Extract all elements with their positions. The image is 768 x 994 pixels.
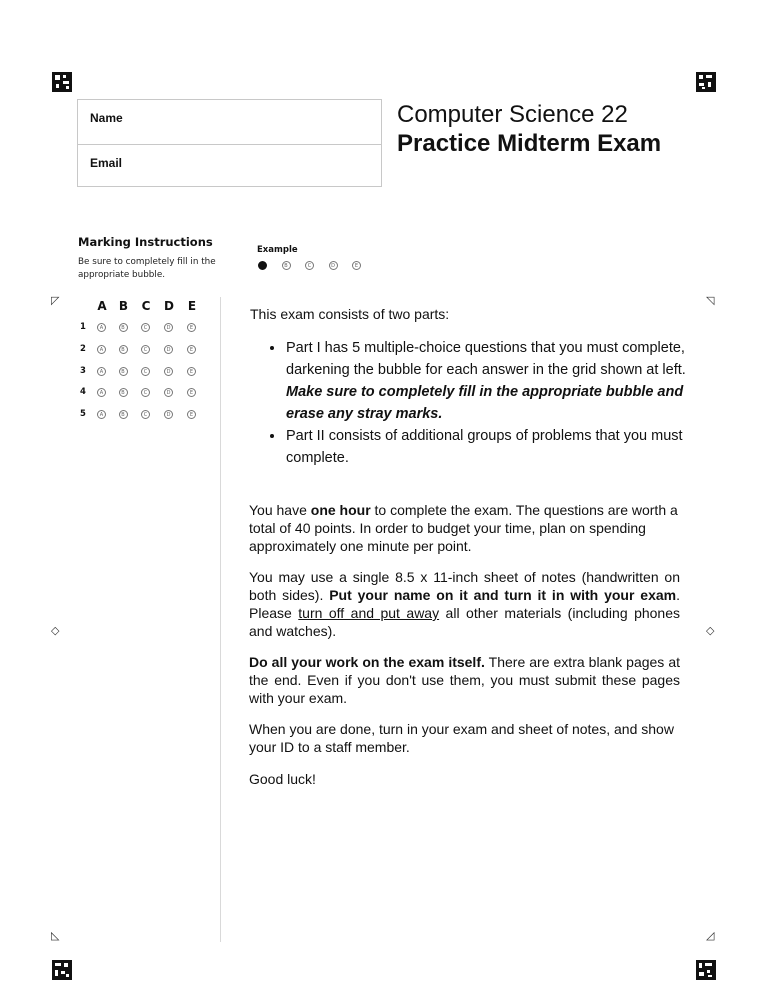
grid-column-header: D: [164, 299, 174, 313]
email-field[interactable]: [78, 144, 381, 188]
part2-text: Part II consists of additional groups of problems that you must complete.: [286, 428, 683, 466]
name-label: Name: [90, 111, 123, 125]
grid-row-number: 5: [80, 409, 86, 420]
registration-mark-top-left: ◸: [51, 295, 60, 307]
list-item: [285, 337, 705, 425]
answer-bubble[interactable]: E: [187, 345, 196, 354]
registration-mark-bottom-right: ◿: [706, 930, 715, 942]
notes-post: all other materials (including phones and watches).: [249, 605, 680, 639]
registration-mark-mid-left: ◇: [51, 625, 60, 637]
answer-bubble[interactable]: A: [97, 388, 106, 397]
answer-bubble[interactable]: D: [164, 410, 173, 419]
answer-bubble[interactable]: A: [97, 367, 106, 376]
grid-column-header: B: [118, 299, 129, 313]
parts-list: [250, 337, 705, 469]
answer-bubble[interactable]: C: [141, 345, 150, 354]
answer-bubble[interactable]: C: [141, 388, 150, 397]
work-bold: Do all your work on the exam itself.: [249, 654, 485, 670]
answer-bubble[interactable]: B: [119, 345, 128, 354]
notes-pre: You may use a single 8.5 x 11-inch sheet of notes (handwritten on both sides).: [249, 569, 680, 603]
answer-bubble[interactable]: D: [164, 367, 173, 376]
answer-bubble[interactable]: A: [97, 410, 106, 419]
student-info-box: [77, 99, 382, 187]
marking-instructions-heading: Marking Instructions: [78, 235, 213, 249]
work-paragraph: [249, 653, 680, 707]
work-post: There are extra blank pages at the end. Even if you don't use them, you must submit these pages with your exam.: [249, 654, 680, 706]
answer-bubble[interactable]: E: [187, 410, 196, 419]
answer-bubble[interactable]: B: [119, 323, 128, 332]
part1-emphasis: Make sure to completely fill in the appropriate bubble and erase any stray marks.: [286, 384, 684, 422]
qr-marker-top-left: [52, 72, 72, 92]
grid-row-number: 3: [80, 365, 86, 376]
registration-mark-mid-right: ◇: [706, 625, 715, 637]
time-post: to complete the exam. The questions are worth a total of 40 points. In order to budget your time, plan on spending approximately one minute per point.: [249, 502, 678, 554]
qr-marker-bottom-left: [52, 960, 72, 980]
answer-bubble[interactable]: C: [141, 410, 150, 419]
grid-column-header: E: [187, 299, 197, 313]
qr-marker-bottom-right: [696, 960, 716, 980]
answer-bubble[interactable]: A: [97, 345, 106, 354]
qr-marker-top-right: [696, 72, 716, 92]
part1-text: Part I has 5 multiple-choice questions that you must complete, darkening the bubble for each answer in the grid shown at left.: [286, 340, 686, 378]
column-divider: [220, 297, 221, 942]
registration-mark-top-right: ◹: [706, 295, 715, 307]
answer-bubble[interactable]: E: [187, 388, 196, 397]
grid-row-number: 2: [80, 343, 86, 354]
course-title: Computer Science 22: [397, 101, 628, 128]
example-bubble-filled: [258, 261, 267, 270]
answer-bubble[interactable]: B: [119, 388, 128, 397]
intro-text: This exam consists of two parts:: [250, 306, 450, 322]
answer-bubble[interactable]: E: [187, 367, 196, 376]
example-bubble: B: [282, 261, 291, 270]
answer-bubble[interactable]: B: [119, 367, 128, 376]
email-label: Email: [90, 156, 123, 170]
answer-bubble[interactable]: C: [141, 367, 150, 376]
example-bubble: C: [305, 261, 314, 270]
list-item: [285, 425, 705, 469]
good-luck-text: Good luck!: [249, 771, 316, 787]
exam-title: Practice Midterm Exam: [397, 130, 662, 157]
answer-bubble[interactable]: D: [164, 388, 173, 397]
grid-row-number: 1: [80, 322, 86, 332]
marking-instructions-text: Be sure to completely fill in the appropriate bubble.: [78, 257, 216, 280]
answer-bubble[interactable]: A: [97, 323, 106, 332]
example-bubble: E: [352, 261, 361, 270]
notes-mid: . Please: [249, 587, 680, 621]
time-paragraph: [249, 501, 680, 555]
registration-mark-bottom-left: ◺: [51, 930, 60, 942]
answer-bubble[interactable]: D: [164, 345, 173, 354]
done-paragraph: When you are done, turn in your exam and sheet of notes, and show your ID to a staff member.: [249, 721, 674, 755]
notes-underline: turn off and put away: [298, 605, 440, 621]
example-bubble: D: [329, 261, 338, 270]
notes-bold: Put your name on it and turn it in with your exam: [329, 587, 677, 603]
grid-column-header: A: [97, 299, 107, 313]
time-bold: one hour: [310, 502, 371, 518]
notes-paragraph: [249, 568, 680, 640]
answer-bubble[interactable]: D: [164, 323, 173, 332]
name-field[interactable]: [78, 100, 381, 144]
answer-bubble[interactable]: B: [119, 410, 128, 419]
answer-bubble[interactable]: E: [187, 323, 196, 332]
grid-column-header: C: [141, 299, 151, 313]
answer-bubble[interactable]: C: [141, 323, 150, 332]
example-label: Example: [257, 245, 298, 255]
grid-row-number: 4: [80, 387, 86, 398]
time-pre: You have: [249, 502, 311, 518]
